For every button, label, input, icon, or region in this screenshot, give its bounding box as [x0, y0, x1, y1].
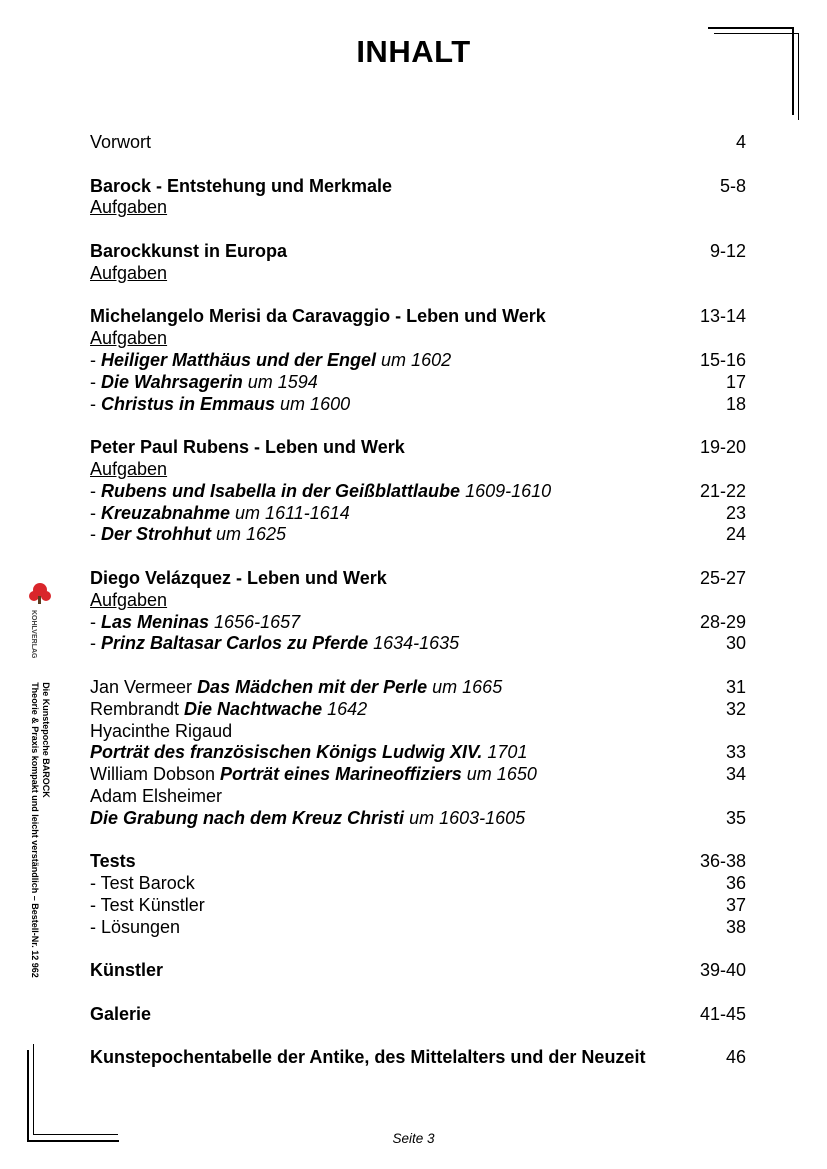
- toc-artwork-date: 1642: [322, 698, 368, 719]
- toc-page-number: 15-16: [699, 349, 746, 370]
- page-title: INHALT: [356, 34, 471, 69]
- toc-entry-title: [90, 742, 527, 764]
- toc-entry: [90, 808, 746, 830]
- toc-tasks-link[interactable]: Aufgaben: [90, 328, 168, 349]
- toc-entry: [90, 633, 746, 655]
- table-of-contents: [90, 132, 746, 1069]
- toc-spacer: [90, 938, 746, 960]
- toc-entry-title: Tests: [90, 851, 136, 872]
- toc-spacer: [90, 1026, 746, 1048]
- toc-entry-title: Kunstepochentabelle der Antike, des Mittelalters und der Neuzeit: [90, 1047, 646, 1068]
- toc-page-number: 35: [725, 807, 746, 828]
- toc-entry-title: Diego Velázquez - Leben und Werk: [90, 567, 387, 588]
- toc-entry-title: [90, 612, 300, 634]
- toc-entry-title: [90, 394, 350, 416]
- toc-entry-prefix: -: [90, 393, 101, 414]
- toc-entry: [90, 895, 746, 917]
- toc-entry: [90, 241, 746, 263]
- toc-artwork-date: um 1611-1614: [230, 502, 350, 523]
- toc-artwork-date: um 1602: [376, 349, 452, 370]
- toc-page-number: 5-8: [719, 175, 746, 196]
- toc-artwork-date: um 1600: [275, 393, 351, 414]
- toc-artwork-title: Die Wahrsagerin: [101, 371, 243, 392]
- toc-page-number: 4: [735, 132, 746, 152]
- toc-spacer: [90, 415, 746, 437]
- toc-entry-prefix: -: [90, 371, 101, 392]
- toc-artwork-date: 1609-1610: [460, 480, 552, 501]
- toc-entry-prefix: -: [90, 349, 101, 370]
- toc-page-number: 21-22: [699, 480, 746, 501]
- toc-entry-title: Peter Paul Rubens - Leben und Werk: [90, 437, 405, 458]
- toc-page-number: 23: [725, 502, 746, 523]
- toc-page-number: 13-14: [699, 306, 746, 327]
- toc-entry: [90, 263, 746, 285]
- toc-entry: [90, 132, 746, 154]
- toc-page-number: 25-27: [699, 567, 746, 588]
- toc-page-number: 33: [725, 742, 746, 763]
- toc-entry-title: Barockkunst in Europa: [90, 240, 288, 261]
- toc-artwork-title: Porträt eines Marineoffiziers: [220, 764, 462, 785]
- toc-entry-prefix: -: [90, 502, 101, 523]
- toc-entry-title: - Test Künstler: [90, 894, 205, 915]
- toc-entry: [90, 851, 746, 873]
- toc-entry: [90, 721, 746, 743]
- toc-entry: [90, 328, 746, 350]
- toc-artwork-date: um 1625: [211, 524, 287, 545]
- toc-entry-title: [90, 524, 286, 546]
- side-line-1: Die Kunstepoche BAROCK: [41, 682, 51, 798]
- toc-entry-title: Künstler: [90, 960, 164, 981]
- toc-entry: [90, 306, 746, 328]
- toc-entry: [90, 786, 746, 808]
- toc-entry: [90, 699, 746, 721]
- toc-entry: [90, 590, 746, 612]
- toc-artwork-date: 1701: [482, 742, 528, 763]
- toc-entry-title: [90, 808, 525, 830]
- toc-artwork-title: Christus in Emmaus: [101, 393, 276, 414]
- toc-entry-prefix: William Dobson: [90, 764, 221, 785]
- toc-entry-prefix: -: [90, 524, 101, 545]
- toc-artwork-date: um 1594: [242, 371, 318, 392]
- toc-entry: [90, 197, 746, 219]
- toc-spacer: [90, 285, 746, 307]
- toc-page-number: 39-40: [699, 960, 746, 981]
- toc-page-number: 38: [725, 916, 746, 937]
- toc-page-number: 41-45: [699, 1003, 746, 1024]
- toc-entry-prefix: -: [90, 633, 101, 654]
- toc-entry-title: [90, 372, 318, 394]
- page-number-footer: Seite 3: [392, 1131, 435, 1146]
- toc-entry-title: [90, 503, 350, 525]
- toc-artwork-date: um 1650: [461, 764, 537, 785]
- side-publication-info: [29, 682, 51, 978]
- toc-entry: [90, 372, 746, 394]
- side-line-2: Theorie & Praxis kompakt und leicht verständlich – Bestell-Nr. 12 962: [30, 682, 40, 978]
- toc-entry: [90, 764, 746, 786]
- corner-frame-top-right-inner: [714, 33, 799, 120]
- toc-entry: [90, 503, 746, 525]
- toc-artwork-title: Kreuzabnahme: [101, 502, 231, 523]
- toc-entry-title: - Lösungen: [90, 916, 181, 937]
- toc-entry-title: [90, 677, 502, 699]
- toc-spacer: [90, 219, 746, 241]
- toc-entry-title: [90, 633, 459, 655]
- toc-entry: [90, 524, 746, 546]
- toc-artwork-title: Die Nachtwache: [184, 698, 323, 719]
- toc-artwork-title: Der Strohhut: [101, 524, 211, 545]
- toc-page-number: 24: [725, 524, 746, 545]
- toc-entry: [90, 394, 746, 416]
- toc-artwork-title: Porträt des französischen Königs Ludwig XIV.: [90, 742, 483, 763]
- toc-page-number: 36-38: [699, 851, 746, 872]
- publisher-logo: [25, 580, 55, 659]
- toc-entry: [90, 350, 746, 372]
- toc-entry: [90, 176, 746, 198]
- toc-tasks-link[interactable]: Aufgaben: [90, 589, 168, 610]
- toc-page-number: 19-20: [699, 437, 746, 458]
- toc-entry-title: [90, 350, 451, 372]
- toc-entry-title: Vorwort: [90, 132, 152, 152]
- toc-entry-title: [90, 481, 551, 503]
- toc-entry: [90, 568, 746, 590]
- toc-artwork-title: Heiliger Matthäus und der Engel: [101, 349, 377, 370]
- toc-page-number: 31: [725, 676, 746, 697]
- toc-entry-title: Hyacinthe Rigaud: [90, 720, 233, 741]
- toc-page-number: 36: [725, 873, 746, 894]
- toc-entry: [90, 742, 746, 764]
- toc-artwork-date: 1634-1635: [368, 633, 460, 654]
- toc-entry: [90, 1004, 746, 1026]
- toc-entry-prefix: Rembrandt: [90, 698, 185, 719]
- toc-spacer: [90, 830, 746, 852]
- toc-artwork-title: Rubens und Isabella in der Geißblattlaube: [101, 480, 461, 501]
- toc-page-number: 17: [725, 371, 746, 392]
- toc-spacer: [90, 154, 746, 176]
- toc-entry-title: Galerie: [90, 1003, 152, 1024]
- toc-entry: [90, 1047, 746, 1069]
- toc-page-number: 28-29: [699, 611, 746, 632]
- toc-artwork-title: Prinz Baltasar Carlos zu Pferde: [101, 633, 369, 654]
- toc-entry-title: - Test Barock: [90, 873, 195, 894]
- toc-spacer: [90, 982, 746, 1004]
- toc-entry-prefix: -: [90, 611, 101, 632]
- toc-entry: [90, 481, 746, 503]
- toc-artwork-title: Las Meninas: [101, 611, 210, 632]
- toc-artwork-date: um 1603-1605: [404, 807, 526, 828]
- toc-page-number: 18: [725, 393, 746, 414]
- toc-tasks-link[interactable]: Aufgaben: [90, 262, 168, 283]
- toc-artwork-date: um 1665: [427, 676, 503, 697]
- toc-page-number: 30: [725, 633, 746, 654]
- toc-entry-title: [90, 764, 537, 786]
- logo-wordmark: KOHLVERLAG: [30, 610, 37, 659]
- toc-artwork-title: Die Grabung nach dem Kreuz Christi: [90, 807, 405, 828]
- toc-tasks-link[interactable]: Aufgaben: [90, 458, 168, 479]
- toc-tasks-link[interactable]: Aufgaben: [90, 197, 168, 218]
- toc-entry: [90, 437, 746, 459]
- toc-page-number: 32: [725, 698, 746, 719]
- toc-artwork-title: Das Mädchen mit der Perle: [197, 676, 428, 697]
- toc-entry-prefix: -: [90, 480, 101, 501]
- toc-page-number: 37: [725, 894, 746, 915]
- toc-entry: [90, 960, 746, 982]
- toc-entry-title: [90, 699, 367, 721]
- toc-entry-title: Adam Elsheimer: [90, 785, 223, 806]
- toc-entry-title: Barock - Entstehung und Merkmale: [90, 175, 393, 196]
- toc-entry: [90, 459, 746, 481]
- toc-entry: [90, 917, 746, 939]
- toc-entry: [90, 677, 746, 699]
- toc-page-number: 9-12: [709, 240, 746, 261]
- toc-page-number: 34: [725, 764, 746, 785]
- toc-page-number: 46: [725, 1047, 746, 1068]
- toc-entry: [90, 612, 746, 634]
- toc-entry-prefix: Jan Vermeer: [90, 676, 198, 697]
- toc-artwork-date: 1656-1657: [209, 611, 301, 632]
- toc-entry: [90, 873, 746, 895]
- toc-entry-title: Michelangelo Merisi da Caravaggio - Leben und Werk: [90, 306, 546, 327]
- toc-spacer: [90, 655, 746, 677]
- toc-spacer: [90, 546, 746, 568]
